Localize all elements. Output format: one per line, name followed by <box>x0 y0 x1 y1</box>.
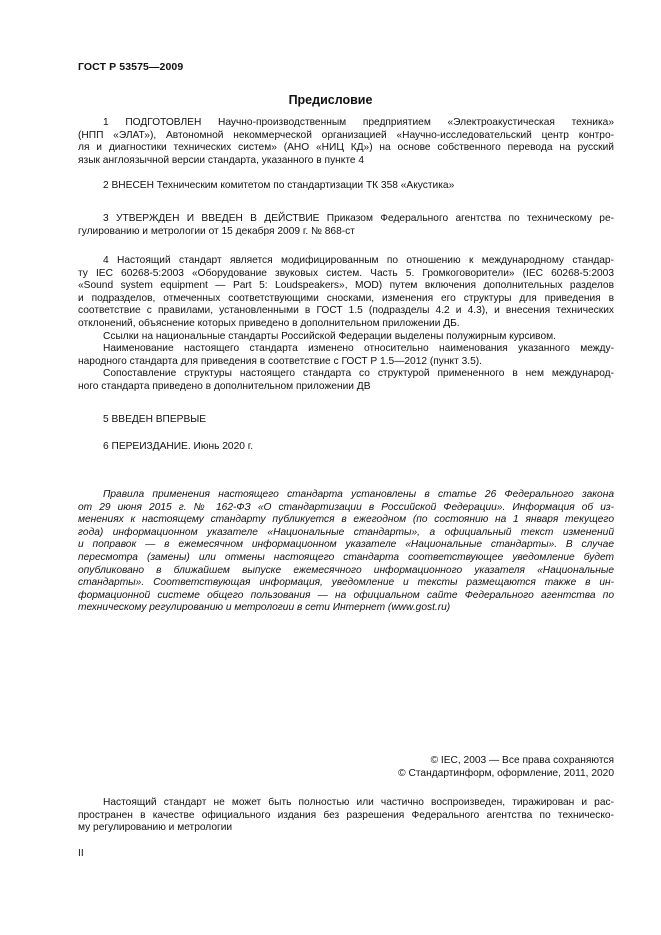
item-5-first-introduced <box>78 414 614 427</box>
text-line: и подразделов, отмеченных соответствующими сносками, изменения его структуры для приведения в <box>78 292 614 304</box>
item-3-approved <box>78 213 614 238</box>
text-line: опубликовано в ближайшем выпуске ежемесячного информационного указателя «Национальные <box>78 564 614 576</box>
text-line: (НПП «ЭЛАТ»), Автономной некоммерческой организацией «Научно-исследовательский центр контро- <box>78 129 614 141</box>
text-line: от 29 июня 2015 г. № 162-ФЗ «О стандартизации в Российской Федерации». Информация об из- <box>78 501 614 513</box>
item-6-reissue <box>78 441 614 454</box>
text-line: му регулированию и метрологии <box>78 822 233 834</box>
text-line: техническому регулированию и метрологии в сети Интернет (www.gost.ru) <box>78 602 451 614</box>
text-line: гулированию и метрологии от 15 декабря 2009 г. № 868-ст <box>78 225 355 237</box>
text-line: ного стандарта приведено в дополнительном приложении ДВ <box>78 380 371 392</box>
text-line: народного стандарта для приведения в соответствие с ГОСТ Р 1.5—2012 (пункт 3.5). <box>78 355 482 367</box>
reproduction-notice <box>78 797 614 835</box>
copyright-line: © IEC, 2003 — Все права сохраняются <box>430 755 614 766</box>
text-line: Настоящий стандарт не может быть полностью или частично воспроизведен, тиражирован и рас- <box>103 797 614 808</box>
text-line: ту IEC 60268-5:2003 «Оборудование звуковых систем. Часть 5. Громкоговорители» (IEC 60268-5:2003 <box>78 267 614 279</box>
text-line: Правила применения настоящего стандарта установлены в статье 26 Федерального закона <box>103 489 614 500</box>
text-line: года) информационном указателе «Национальные стандарты», а официальный текст изменений <box>78 526 614 538</box>
item-4-modification <box>78 255 614 394</box>
text-line: 5 ВВЕДЕН ВПЕРВЫЕ <box>103 414 207 425</box>
text-line: Сопоставление структуры настоящего стандарта со структурой примененного в нем международ- <box>103 368 614 380</box>
text-line: соответствие с правилами, установленными в ГОСТ 1.5 (подразделы 4.2 и 4.3), и внесения технических <box>78 305 614 317</box>
text-line: 3 УТВЕРЖДЕН И ВВЕДЕН В ДЕЙСТВИЕ Приказом Федерального агентства по техническому ре- <box>103 213 614 224</box>
text-line: язык англоязычной версии стандарта, указанного в пункте 4 <box>78 154 365 166</box>
text-line: формационной системе общего пользования — на официальном сайте Федерального агентства по <box>78 589 614 601</box>
item-1-prepared <box>78 117 614 167</box>
text-line: Наименование настоящего стандарта изменено относительно наименования указанного между- <box>103 343 614 355</box>
text-line: пространен в качестве официального издания без разрешения Федерального агентства по техническо- <box>78 809 614 821</box>
item-2-introduced <box>78 180 614 193</box>
text-line: стандарты». Соответствующая информация, уведомление и тексты размещаются также в ин- <box>78 577 614 589</box>
text-line: 4 Настоящий стандарт является модифицированным по отношению к международному стандар- <box>103 255 614 266</box>
text-line: 6 ПЕРЕИЗДАНИЕ. Июнь 2020 г. <box>103 441 254 452</box>
application-rules-notice <box>78 489 614 615</box>
text-line: «Sound system equipment — Part 5: Loudspeakers», MOD) путем включения дополнительных разделов <box>78 280 614 292</box>
text-line: и поправок — в ежемесячном информационном указателе «Национальные стандарты». В случае <box>78 539 614 551</box>
text-line: Ссылки на национальные стандарты Российской Федерации выделены полужирным курсивом. <box>103 330 556 342</box>
section-title: Предисловие <box>288 93 373 107</box>
copyright-block <box>78 755 614 780</box>
text-line: отклонений, объяснение которых приведено в дополнительном приложении ДБ. <box>78 317 460 329</box>
copyright-line: © Стандартинформ, оформление, 2011, 2020 <box>398 767 614 779</box>
standard-code: ГОСТ Р 53575—2009 <box>78 61 184 73</box>
text-line: менениях к настоящему стандарту публикуется в ежегодном (по состоянию на 1 января текущего <box>78 514 614 526</box>
page-number: II <box>78 848 84 859</box>
text-line: пересмотра (замены) или отмены настоящего стандарта соответствующее уведомление будет <box>78 551 614 563</box>
text-line: ля и диагностики технических систем» (АНО «НИЦ КД») на основе собственного перевода на русский <box>78 142 614 154</box>
text-line: 2 ВНЕСЕН Техническим комитетом по стандартизации ТК 358 «Акустика» <box>103 180 455 191</box>
text-line: 1 ПОДГОТОВЛЕН Научно-производственным предприятием «Электроакустическая техника» <box>103 117 614 128</box>
